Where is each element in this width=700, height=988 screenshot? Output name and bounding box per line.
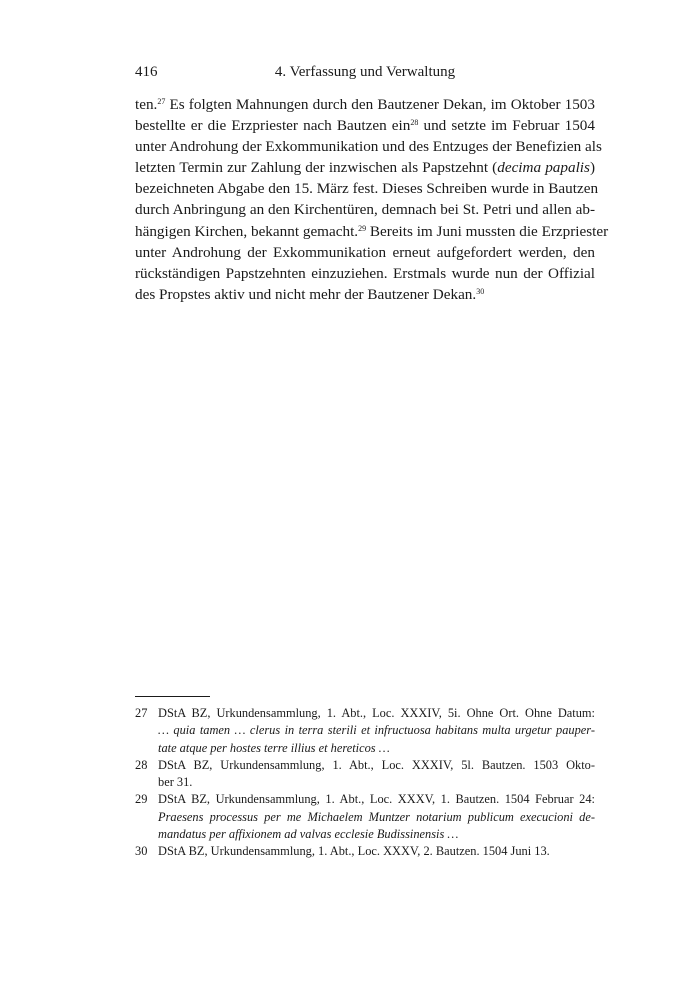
body-line-5: bezeichneten Abgabe den 15. März fest. Dieses Schreiben wurde in Bautzen [135, 180, 599, 198]
page-number: 416 [135, 64, 158, 80]
text: ten. [135, 96, 158, 113]
footnote-quote-line: … quia tamen … clerus in terra sterili et infructuosa habitans multa urgetur pauper- [158, 723, 595, 738]
body-paragraph [135, 94, 609, 305]
footnote-30 [135, 843, 595, 860]
body-line-9: rückständigen Papstzehnten einzuziehen. Erstmals wurde nun der Offizial [135, 264, 595, 282]
text: letzten Termin zur Zahlung der inzwischen als Papstzehnt ( [135, 159, 498, 177]
footnote-quote-line: tate atque per hostes terre illius et hereticos … [158, 740, 390, 755]
footnote-number: 29 [135, 792, 148, 807]
footnote-number: 27 [135, 706, 148, 720]
footnote-ref-27[interactable]: 27 [157, 97, 166, 106]
footnote-line: DStA BZ, Urkundensammlung, 1. Abt., Loc. XXXIV, 5l. Bautzen. 1503 Okto- [158, 757, 595, 772]
text: bestellte er die Erzpriester nach Bautzen ein [135, 117, 411, 135]
body-line-10 [135, 284, 595, 305]
footnote-quote-line: mandatus per affixionem ad valvas ecclesie Budissinensis … [158, 827, 459, 842]
body-line-8: unter Androhung der Exkommunikation erneut aufgefordert werden, den [135, 243, 595, 261]
footnote-line: DStA BZ, Urkundensammlung, 1. Abt., Loc. XXXIV, 5i. Ohne Ort. Ohne Datum: [158, 706, 595, 720]
text: ) [589, 159, 595, 177]
text: hängigen Kirchen, bekannt gemacht. [135, 222, 359, 240]
footnote-ref-29[interactable]: 29 [358, 223, 367, 233]
footnote-line: DStA BZ, Urkundensammlung, 1. Abt., Loc. XXXV, 1. Bautzen. 1504 Februar 24: [158, 792, 595, 807]
body-line-1 [135, 94, 595, 115]
footnote-ref-30[interactable]: 30 [476, 286, 485, 296]
text: Bereits im Juni mussten die Erzpriester [366, 222, 609, 240]
body-line-7 [135, 221, 609, 242]
footnotes [135, 705, 595, 861]
running-head: 4. Verfassung und Verwaltung [274, 64, 456, 80]
footnote-line: DStA BZ, Urkundensammlung, 1. Abt., Loc. XXXV, 2. Bautzen. 1504 Juni 13. [158, 844, 550, 859]
footnote-27 [135, 705, 595, 757]
footnote-ref-28[interactable]: 28 [410, 118, 419, 128]
text: Es folgten Mahnungen durch den Bautzener Dekan, im Oktober 1503 [165, 96, 595, 113]
footnote-line: ber 31. [158, 775, 193, 790]
italic-term: decima papalis [497, 159, 590, 177]
footnote-29 [135, 791, 595, 843]
body-line-4 [135, 157, 595, 178]
body-line-3: unter Androhung der Exkommunikation und des Entzuges der Benefizien als [135, 138, 602, 156]
text: des Propstes aktiv und nicht mehr der Bautzener Dekan. [135, 285, 477, 303]
footnote-28 [135, 757, 595, 792]
body-line-6: durch Anbringung an den Kirchentüren, demnach bei St. Petri und allen ab- [135, 201, 595, 219]
footnote-quote-line: Praesens processus per me Michaelem Muntzer notarium publicum execucioni de- [158, 809, 595, 824]
footnote-number: 30 [135, 844, 148, 859]
footnote-number: 28 [135, 757, 148, 772]
footnote-divider [135, 696, 210, 697]
text: und setzte im Februar 1504 [418, 117, 595, 135]
body-line-2 [135, 115, 595, 136]
